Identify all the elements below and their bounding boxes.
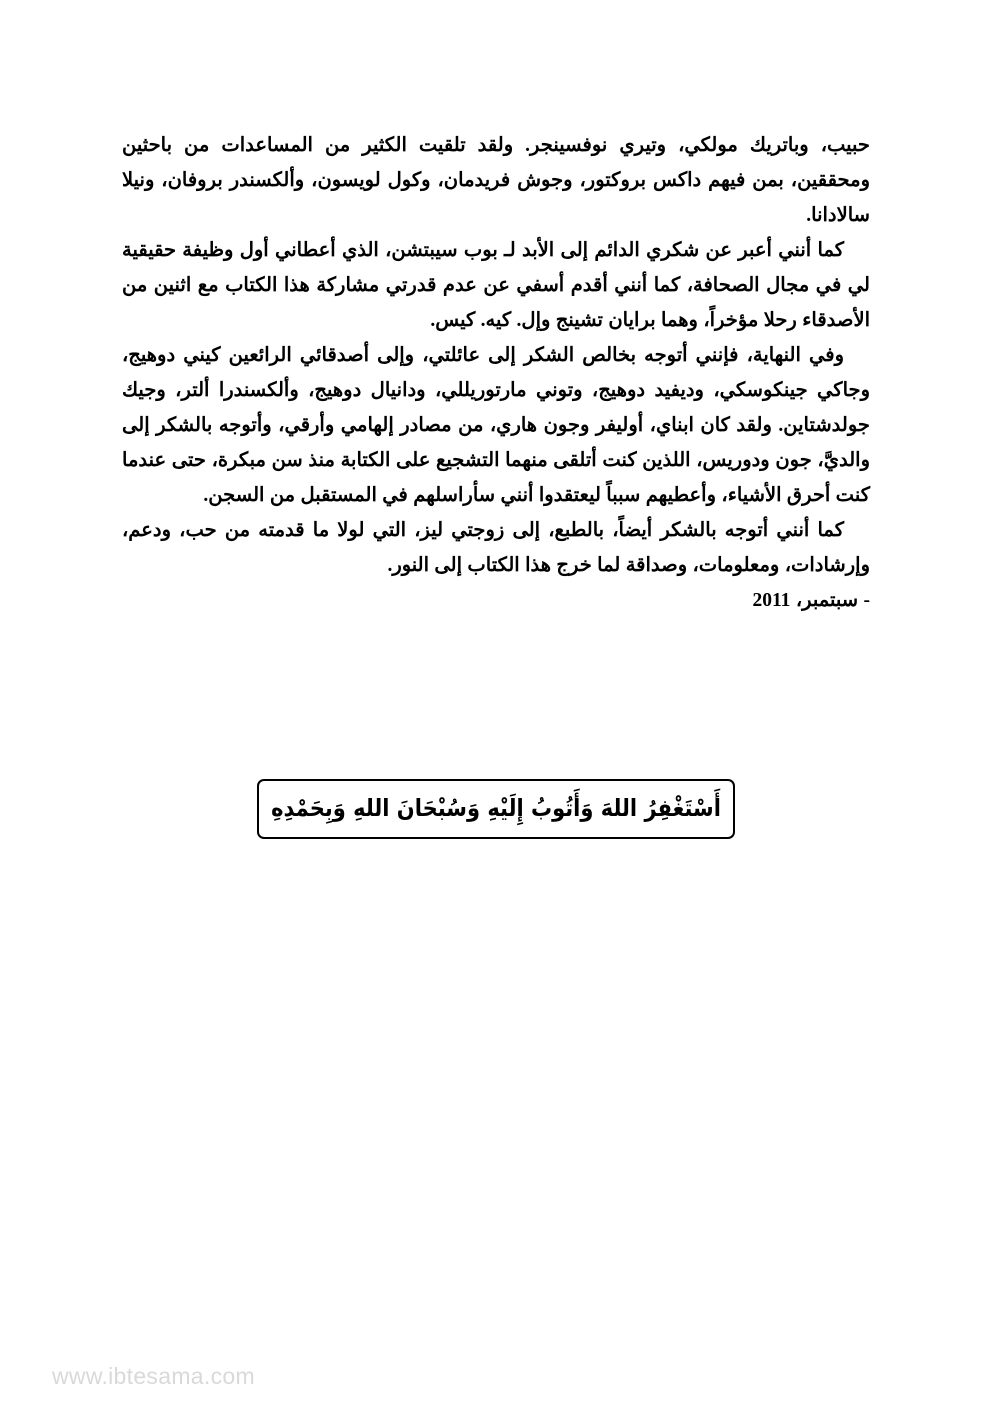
site-watermark: www.ibtesama.com xyxy=(52,1363,255,1389)
paragraph-thanks-bob-sipchen: كما أنني أعبر عن شكري الدائم إلى الأبد لـ بوب سيبتشن، الذي أعطاني أول وظيفة حقيقية لي في مجال الصحافة، كما أنني أقدم أسفي عن عدم قدرتي مشاركة هذا الكتاب مع اثنين من الأصدقاء رحلا مؤخراً، وهما برايان تشينج وإل. كيه. كيس. xyxy=(122,240,870,331)
calligraphy-container xyxy=(0,779,992,839)
calligraphy-plaque xyxy=(257,779,735,839)
signature-date: - سبتمبر، 2011 xyxy=(752,590,870,611)
main-text-block xyxy=(122,128,870,618)
paragraph-family-friends: وفي النهاية، فإنني أتوجه بخالص الشكر إلى عائلتي، وإلى أصدقائي الرائعين كيني دوهيج، وجاكي جينكوسكي، وديفيد دوهيج، وتوني مارتوريللي، ودانيال دوهيج، وألكسندرا ألتر، وجيك جولدشتاين. ولقد كان ابناي، أوليفر وجون هاري، من مصادر إلهامي وأرقي، وأتوجه بالشكر إلى والديَّ، جون ودوريس، اللذين كنت أتلقى منهما التشجيع على الكتابة منذ سن مبكرة، حتى عندما كنت أحرق الأشياء، وأعطيهم سبباً ليعتقدوا أنني سأراسلهم في المستقبل من السجن. xyxy=(122,345,870,506)
paragraph-acknowledgments-continued: حبيب، وباتريك مولكي، وتيري نوفسينجر. ولقد تلقيت الكثير من المساعدات من باحثين ومحققين، بمن فيهم داكس بروكتور، وجوش فريدمان، وكول لويسون، وألكسندر بروفان، ونيلا سالادانا. xyxy=(122,135,870,226)
calligraphy-supplication-text: أَسْتَغْفِرُ اللهَ وَأَتُوبُ إِلَيْهِ وَسُبْحَانَ اللهِ وَبِحَمْدِهِ xyxy=(271,794,721,822)
paragraph-wife-liz: كما أنني أتوجه بالشكر أيضاً، بالطبع، إلى زوجتي ليز، التي لولا ما قدمته من حب، ودعم، وإرشادات، ومعلومات، وصداقة لما خرج هذا الكتاب إلى النور. xyxy=(122,520,870,576)
